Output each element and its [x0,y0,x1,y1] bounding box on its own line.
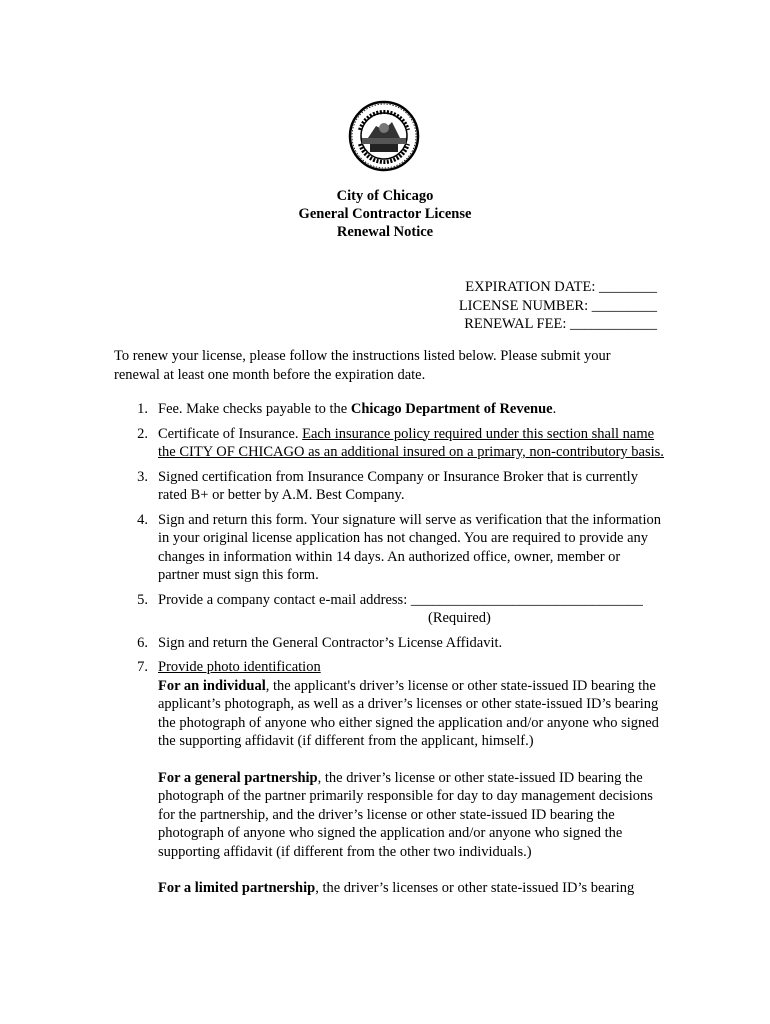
list-item-certification: 3. Signed certification from Insurance Company or Insurance Broker that is currently rated B+ or better by A.M. Best Company. [137,468,638,503]
photo-id-individual: For an individual, the applicant's driver’s license or other state-issued ID bearing the applicant’s photograph, as well as a driver’s licenses or other state-issued ID’s bearing the photograph of anyone who either signed the application and/or anyone who signed the supporting affidavit (if different from the applicant, himself.) [158,677,659,749]
list-item-photo-id: 7. Provide photo identification For an individual, the applicant's driver’s license or other state-issued ID bearing the applicant’s photograph, as well as a driver’s licenses or other state-issued ID’s bearing the photograph of anyone who either signed the application and/or anyone who signed the supporting affidavit (if different from the applicant, himself.) For a general partnership, the driver’s license or other state-issued ID bearing the photograph of the partner primarily responsible for day to day management decisions for the partnership, and the driver’s license or other state-issued ID bearing the photograph of anyone who signed the application and/or anyone who signed the supporting affidavit (if different from the other two individuals.) For a limited partnership, the driver’s licenses or other state-issued ID’s bearing [114,658,664,898]
photo-id-limited-partnership: For a limited partnership, the driver’s licenses or other state-issued ID’s bearing [158,880,635,896]
title-notice: Renewal Notice [336,224,434,240]
expiration-date-field[interactable]: EXPIRATION DATE: ________ [465,279,657,295]
renewal-fee-field[interactable]: RENEWAL FEE: ____________ [464,316,657,332]
license-number-field[interactable]: LICENSE NUMBER: _________ [458,297,657,314]
license-fields [440,278,657,334]
list-item-email: 5. Provide a company contact e-mail address: ________________________________ (Required) [114,591,664,628]
photo-id-heading: Provide photo identification [158,659,321,675]
intro-paragraph: To renew your license, please follow the instructions listed below. Please submit your renewal at least one month before the expiration date. [114,348,611,383]
list-item-insurance: 2. Certificate of Insurance. Each insurance policy required under this section shall name the CITY OF CHICAGO as an additional insured on a primary, non-contributory basis. [137,425,664,460]
title-license: General Contractor License [298,206,472,222]
list-item-sign-form: 4. Sign and return this form. Your signature will serve as verification that the information in your original license application has not changed. You are required to provide any changes in information within 14 days. An authorized office, owner, member or partner must sign this form. [137,511,661,583]
list-item-fee: 1. Fee. Make checks payable to the Chicago Department of Revenue. [137,401,557,417]
notice-title-block [0,187,770,241]
email-field[interactable]: Provide a company contact e-mail address: ________________________________ [158,591,643,608]
list-item-affidavit: 6. Sign and return the General Contractor’s License Affidavit. [137,634,503,651]
title-city: City of Chicago [336,188,434,204]
photo-id-general-partnership: For a general partnership, the driver’s license or other state-issued ID bearing the photograph of the partner primarily responsible for day to day management decisions for the partnership, and the driver’s license or other state-issued ID bearing the photograph of anyone who signed the application and/or anyone who signed the supporting affidavit (if different from the other two individuals.) [158,769,653,860]
city-seal-logo [348,100,420,172]
seal-icon [348,100,420,172]
required-note: (Required) [428,610,491,626]
instructions-list [114,400,664,904]
